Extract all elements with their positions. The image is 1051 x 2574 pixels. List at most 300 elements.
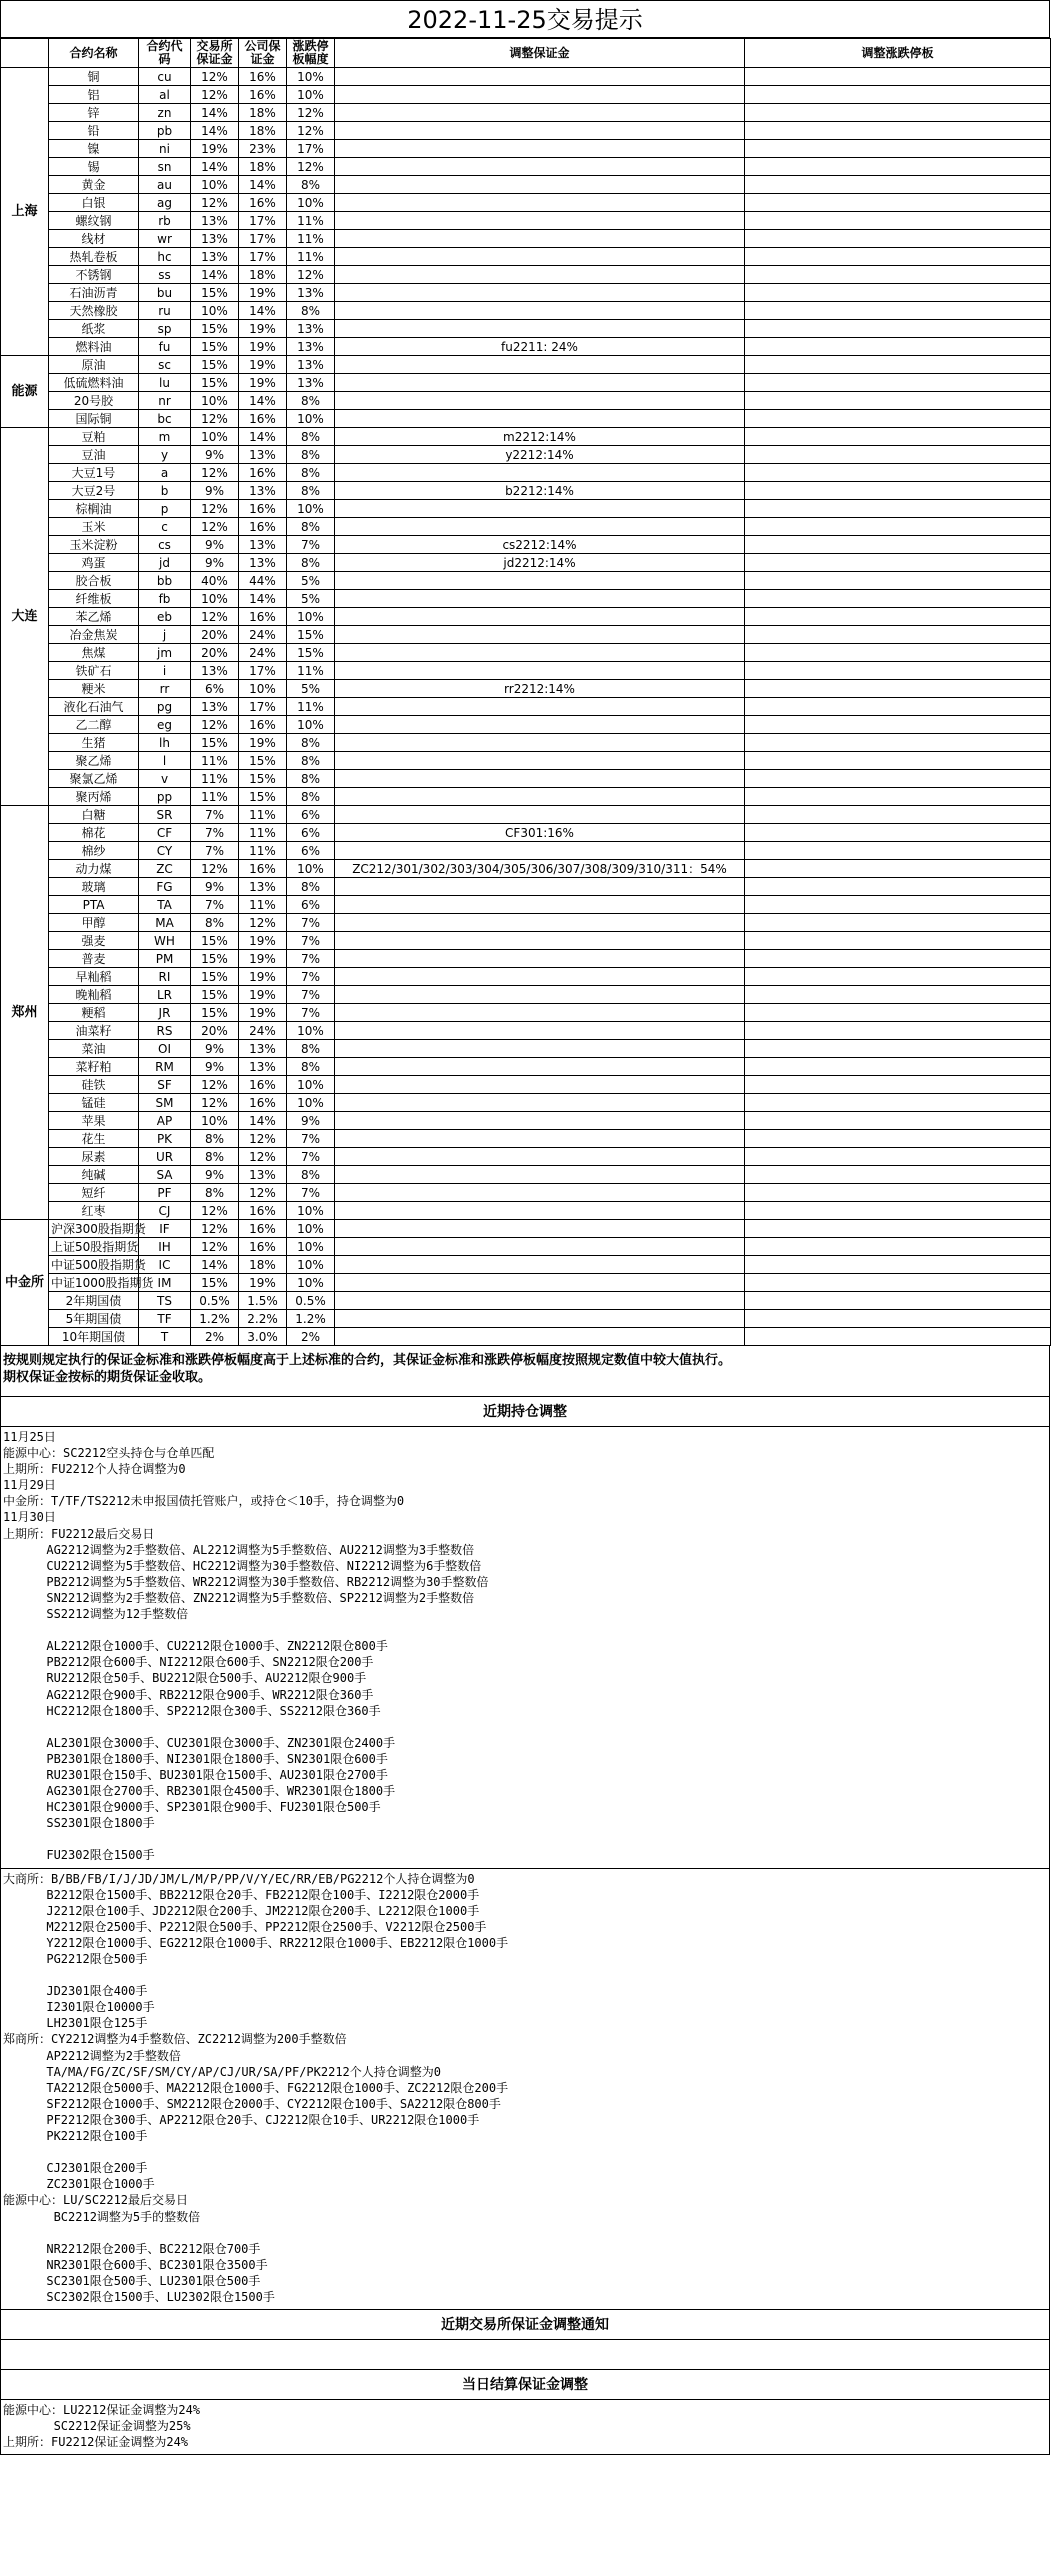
cell-exchange-margin: 12% (191, 608, 239, 626)
table-row (1, 716, 1051, 734)
text-line: SC2302限仓1500手、LU2302限仓1500手 (3, 2289, 275, 2304)
cell-adjusted-limit (745, 446, 1051, 464)
cell-contract-code: sp (139, 320, 191, 338)
cell-exchange-margin: 8% (191, 914, 239, 932)
cell-adjusted-margin (335, 248, 745, 266)
cell-adjusted-margin (335, 896, 745, 914)
text-line: HC2301限仓9000手、SP2301限仓900手、FU2301限仓500手 (3, 1800, 381, 1815)
cell-price-limit: 10% (287, 1274, 335, 1292)
cell-adjusted-limit (745, 860, 1051, 878)
cell-company-margin: 18% (239, 1256, 287, 1274)
header-company-margin: 公司保证金 (239, 39, 287, 68)
cell-contract-code: ss (139, 266, 191, 284)
cell-price-limit: 8% (287, 464, 335, 482)
cell-contract-code: SM (139, 1094, 191, 1112)
cell-contract-code: PF (139, 1184, 191, 1202)
cell-adjusted-margin (335, 878, 745, 896)
cell-contract-code: CJ (139, 1202, 191, 1220)
table-body (1, 68, 1051, 1346)
cell-exchange-margin: 7% (191, 824, 239, 842)
cell-adjusted-margin (335, 302, 745, 320)
cell-company-margin: 13% (239, 1040, 287, 1058)
cell-contract-code: T (139, 1328, 191, 1346)
text-line: 郑商所：CY2212调整为4手整数倍、ZC2212调整为200手整数倍 (3, 2032, 347, 2047)
text-line: 上期所：FU2212保证金调整为24% (3, 2435, 189, 2450)
cell-company-margin: 12% (239, 1130, 287, 1148)
cell-adjusted-margin: fu2211: 24% (335, 338, 745, 356)
cell-exchange-margin: 20% (191, 1022, 239, 1040)
cell-contract-code: p (139, 500, 191, 518)
cell-price-limit: 0.5% (287, 1292, 335, 1310)
cell-exchange-margin: 20% (191, 644, 239, 662)
cell-contract-code: hc (139, 248, 191, 266)
cell-contract-name: PTA (49, 896, 139, 914)
cell-adjusted-margin (335, 500, 745, 518)
table-row (1, 1094, 1051, 1112)
rule-note-text: 按规则规定执行的保证金标准和涨跌停板幅度高于上述标准的合约，其保证金标准和涨跌停板幅度按照规定数值中较大值执行。 期权保证金按标的期货保证金收取。 (3, 1353, 732, 1385)
cell-contract-code: m (139, 428, 191, 446)
cell-price-limit: 10% (287, 68, 335, 86)
cell-price-limit: 10% (287, 1076, 335, 1094)
cell-contract-name: 棉纱 (49, 842, 139, 860)
cell-adjusted-margin: CF301:16% (335, 824, 745, 842)
cell-exchange-margin: 40% (191, 572, 239, 590)
text-line (3, 1622, 1047, 1638)
cell-exchange-margin: 15% (191, 986, 239, 1004)
table-row (1, 140, 1051, 158)
cell-adjusted-margin (335, 86, 745, 104)
cell-exchange-margin: 9% (191, 446, 239, 464)
exchange-notice-body (0, 2340, 1050, 2370)
position-adjustments-a (0, 1427, 1050, 1869)
cell-contract-code: rb (139, 212, 191, 230)
cell-exchange-margin: 9% (191, 878, 239, 896)
table-row (1, 1148, 1051, 1166)
cell-contract-name: 棉花 (49, 824, 139, 842)
cell-price-limit: 11% (287, 698, 335, 716)
table-row (1, 86, 1051, 104)
cell-price-limit: 6% (287, 824, 335, 842)
cell-adjusted-margin (335, 1202, 745, 1220)
table-row (1, 230, 1051, 248)
cell-exchange-margin: 0.5% (191, 1292, 239, 1310)
cell-contract-name: 棕榈油 (49, 500, 139, 518)
cell-company-margin: 13% (239, 554, 287, 572)
cell-adjusted-margin: ZC212/301/302/303/304/305/306/307/308/309/310/311：54% (335, 860, 745, 878)
cell-adjusted-margin (335, 1256, 745, 1274)
cell-company-margin: 14% (239, 590, 287, 608)
text-line: 11月29日 (3, 1478, 56, 1493)
cell-price-limit: 11% (287, 230, 335, 248)
text-line: TA2212限仓5000手、MA2212限仓1000手、FG2212限仓1000手、ZC2212限仓200手 (3, 2080, 509, 2095)
cell-price-limit: 7% (287, 968, 335, 986)
cell-exchange-margin: 12% (191, 1238, 239, 1256)
cell-company-margin: 11% (239, 842, 287, 860)
table-row (1, 680, 1051, 698)
cell-contract-code: UR (139, 1148, 191, 1166)
cell-contract-code: wr (139, 230, 191, 248)
cell-price-limit: 10% (287, 1238, 335, 1256)
table-row (1, 968, 1051, 986)
text-line: SC2212保证金调整为25% (3, 2419, 191, 2434)
text-line: SS2301限仓1800手 (3, 1816, 155, 1831)
text-line (3, 1719, 1047, 1735)
cell-adjusted-limit (745, 500, 1051, 518)
cell-contract-name: 天然橡胶 (49, 302, 139, 320)
cell-adjusted-limit (745, 716, 1051, 734)
cell-contract-name: 晚籼稻 (49, 986, 139, 1004)
text-line: 大商所：B/BB/FB/I/J/JD/JM/L/M/P/PP/V/Y/EC/RR/EB/PG2212个人持仓调整为0 (3, 1871, 475, 1886)
text-line (3, 1967, 1047, 1983)
cell-adjusted-margin (335, 770, 745, 788)
text-line: 上期所：FU2212个人持仓调整为0 (3, 1462, 186, 1477)
cell-price-limit: 8% (287, 554, 335, 572)
cell-contract-code: rr (139, 680, 191, 698)
cell-company-margin: 15% (239, 752, 287, 770)
text-line: LH2301限仓125手 (3, 2016, 148, 2031)
table-row (1, 446, 1051, 464)
cell-company-margin: 18% (239, 266, 287, 284)
cell-adjusted-limit (745, 590, 1051, 608)
cell-price-limit: 9% (287, 1112, 335, 1130)
cell-price-limit: 5% (287, 590, 335, 608)
cell-contract-code: RS (139, 1022, 191, 1040)
cell-adjusted-limit (745, 1112, 1051, 1130)
cell-exchange-margin: 14% (191, 158, 239, 176)
cell-adjusted-margin (335, 734, 745, 752)
cell-exchange-margin: 20% (191, 626, 239, 644)
cell-company-margin: 18% (239, 158, 287, 176)
cell-adjusted-margin (335, 590, 745, 608)
cell-adjusted-margin (335, 122, 745, 140)
cell-company-margin: 19% (239, 338, 287, 356)
cell-company-margin: 13% (239, 1166, 287, 1184)
text-line: JD2301限仓400手 (3, 1984, 148, 1999)
cell-contract-code: RI (139, 968, 191, 986)
header-adjusted-margin: 调整保证金 (335, 39, 745, 68)
cell-adjusted-limit (745, 1220, 1051, 1238)
table-row (1, 770, 1051, 788)
cell-exchange-margin: 12% (191, 464, 239, 482)
cell-adjusted-limit (745, 1022, 1051, 1040)
table-row (1, 392, 1051, 410)
cell-price-limit: 13% (287, 320, 335, 338)
table-row (1, 428, 1051, 446)
cell-exchange-margin: 15% (191, 374, 239, 392)
cell-adjusted-limit (745, 608, 1051, 626)
cell-adjusted-limit (745, 374, 1051, 392)
cell-exchange-margin: 12% (191, 518, 239, 536)
cell-adjusted-limit (745, 914, 1051, 932)
cell-price-limit: 8% (287, 518, 335, 536)
cell-contract-name: 玉米 (49, 518, 139, 536)
cell-contract-name: 铅 (49, 122, 139, 140)
cell-adjusted-limit (745, 1184, 1051, 1202)
cell-adjusted-margin (335, 104, 745, 122)
cell-contract-code: zn (139, 104, 191, 122)
cell-adjusted-margin (335, 68, 745, 86)
text-line: RU2212限仓50手、BU2212限仓500手、AU2212限仓900手 (3, 1671, 367, 1686)
cell-price-limit: 7% (287, 536, 335, 554)
header-price-limit: 涨跌停板幅度 (287, 39, 335, 68)
table-row (1, 464, 1051, 482)
cell-contract-name: 豆油 (49, 446, 139, 464)
cell-company-margin: 16% (239, 1202, 287, 1220)
cell-adjusted-margin: m2212:14% (335, 428, 745, 446)
cell-contract-code: PM (139, 950, 191, 968)
table-row (1, 734, 1051, 752)
text-line: M2212限仓2500手、P2212限仓500手、PP2212限仓2500手、V2212限仓2500手 (3, 1919, 487, 1934)
cell-adjusted-limit (745, 248, 1051, 266)
cell-company-margin: 19% (239, 320, 287, 338)
cell-adjusted-margin (335, 1220, 745, 1238)
cell-contract-code: y (139, 446, 191, 464)
exchange-label: 能源 (1, 356, 49, 428)
table-row (1, 1220, 1051, 1238)
table-row (1, 266, 1051, 284)
cell-contract-name: 油菜籽 (49, 1022, 139, 1040)
cell-contract-code: SA (139, 1166, 191, 1184)
text-line: 能源中心：LU2212保证金调整为24% (3, 2403, 201, 2418)
cell-price-limit: 8% (287, 1040, 335, 1058)
settlement-adjustments (0, 2400, 1050, 2455)
cell-company-margin: 16% (239, 464, 287, 482)
cell-adjusted-limit (745, 536, 1051, 554)
cell-contract-code: fb (139, 590, 191, 608)
cell-exchange-margin: 14% (191, 266, 239, 284)
cell-contract-code: CY (139, 842, 191, 860)
cell-exchange-margin: 15% (191, 1004, 239, 1022)
cell-contract-name: 粳稻 (49, 1004, 139, 1022)
cell-adjusted-margin (335, 1094, 745, 1112)
table-row (1, 1328, 1051, 1346)
cell-adjusted-limit (745, 1328, 1051, 1346)
cell-price-limit: 13% (287, 356, 335, 374)
cell-contract-name: 上证50股指期货 (49, 1238, 139, 1256)
text-line: AL2212限仓1000手、CU2212限仓1000手、ZN2212限仓800手 (3, 1639, 388, 1654)
cell-contract-name: 热轧卷板 (49, 248, 139, 266)
cell-exchange-margin: 15% (191, 734, 239, 752)
cell-company-margin: 14% (239, 392, 287, 410)
cell-price-limit: 10% (287, 716, 335, 734)
cell-contract-code: eb (139, 608, 191, 626)
cell-adjusted-limit (745, 1238, 1051, 1256)
table-row (1, 1166, 1051, 1184)
text-line (3, 2144, 1047, 2160)
cell-contract-code: a (139, 464, 191, 482)
cell-price-limit: 7% (287, 986, 335, 1004)
cell-adjusted-limit (745, 1130, 1051, 1148)
cell-contract-code: TS (139, 1292, 191, 1310)
cell-exchange-margin: 15% (191, 968, 239, 986)
cell-company-margin: 17% (239, 698, 287, 716)
cell-adjusted-limit (745, 626, 1051, 644)
cell-exchange-margin: 12% (191, 1094, 239, 1112)
cell-exchange-margin: 12% (191, 194, 239, 212)
cell-exchange-margin: 10% (191, 392, 239, 410)
cell-contract-code: CF (139, 824, 191, 842)
cell-adjusted-limit (745, 680, 1051, 698)
cell-contract-name: 菜籽粕 (49, 1058, 139, 1076)
cell-adjusted-margin (335, 806, 745, 824)
cell-contract-code: PK (139, 1130, 191, 1148)
cell-price-limit: 11% (287, 662, 335, 680)
cell-exchange-margin: 10% (191, 590, 239, 608)
cell-company-margin: 12% (239, 914, 287, 932)
cell-adjusted-limit (745, 734, 1051, 752)
cell-company-margin: 19% (239, 932, 287, 950)
cell-company-margin: 19% (239, 1004, 287, 1022)
cell-company-margin: 11% (239, 896, 287, 914)
cell-adjusted-margin (335, 1040, 745, 1058)
cell-contract-name: 硅铁 (49, 1076, 139, 1094)
cell-price-limit: 5% (287, 680, 335, 698)
cell-contract-code: b (139, 482, 191, 500)
cell-exchange-margin: 7% (191, 842, 239, 860)
table-row (1, 212, 1051, 230)
table-row (1, 1202, 1051, 1220)
cell-exchange-margin: 10% (191, 176, 239, 194)
cell-company-margin: 14% (239, 428, 287, 446)
cell-exchange-margin: 13% (191, 248, 239, 266)
text-line: 能源中心：SC2212空头持仓与仓单匹配 (3, 1446, 215, 1461)
table-row (1, 176, 1051, 194)
cell-exchange-margin: 7% (191, 806, 239, 824)
cell-exchange-margin: 12% (191, 716, 239, 734)
cell-adjusted-limit (745, 320, 1051, 338)
cell-exchange-margin: 15% (191, 356, 239, 374)
cell-contract-code: jd (139, 554, 191, 572)
text-line: CU2212调整为5手整数倍、HC2212调整为30手整数倍、NI2212调整为6手整数倍 (3, 1558, 482, 1573)
cell-company-margin: 16% (239, 500, 287, 518)
cell-company-margin: 16% (239, 68, 287, 86)
cell-price-limit: 10% (287, 410, 335, 428)
text-line: AL2301限仓3000手、CU2301限仓3000手、ZN2301限仓2400手 (3, 1735, 396, 1750)
cell-adjusted-limit (745, 356, 1051, 374)
table-row (1, 1130, 1051, 1148)
table-row (1, 1184, 1051, 1202)
cell-adjusted-margin (335, 1238, 745, 1256)
cell-adjusted-limit (745, 1094, 1051, 1112)
cell-company-margin: 10% (239, 680, 287, 698)
cell-exchange-margin: 8% (191, 1130, 239, 1148)
cell-adjusted-margin (335, 464, 745, 482)
text-line: B2212限仓1500手、BB2212限仓20手、FB2212限仓100手、I2212限仓2000手 (3, 1887, 480, 1902)
cell-contract-name: 原油 (49, 356, 139, 374)
text-line: NR2301限仓600手、BC2301限仓3500手 (3, 2257, 268, 2272)
cell-adjusted-margin (335, 140, 745, 158)
cell-adjusted-margin (335, 518, 745, 536)
cell-company-margin: 14% (239, 302, 287, 320)
table-row (1, 1058, 1051, 1076)
cell-contract-name: 锰硅 (49, 1094, 139, 1112)
cell-adjusted-limit (745, 428, 1051, 446)
cell-adjusted-limit (745, 140, 1051, 158)
cell-adjusted-margin (335, 572, 745, 590)
cell-contract-code: lh (139, 734, 191, 752)
cell-company-margin: 16% (239, 716, 287, 734)
table-row (1, 662, 1051, 680)
table-row (1, 608, 1051, 626)
cell-adjusted-limit (745, 68, 1051, 86)
cell-exchange-margin: 9% (191, 482, 239, 500)
table-row (1, 914, 1051, 932)
cell-contract-name: 沪深300股指期货 (49, 1220, 139, 1238)
cell-adjusted-limit (745, 1058, 1051, 1076)
cell-adjusted-margin: jd2212:14% (335, 554, 745, 572)
cell-adjusted-margin (335, 1310, 745, 1328)
cell-adjusted-limit (745, 266, 1051, 284)
cell-price-limit: 7% (287, 932, 335, 950)
table-row (1, 518, 1051, 536)
cell-contract-code: fu (139, 338, 191, 356)
cell-contract-name: 不锈钢 (49, 266, 139, 284)
cell-exchange-margin: 12% (191, 500, 239, 518)
cell-exchange-margin: 13% (191, 212, 239, 230)
cell-price-limit: 10% (287, 86, 335, 104)
text-line: CJ2301限仓200手 (3, 2161, 148, 2176)
cell-contract-name: 冶金焦炭 (49, 626, 139, 644)
cell-contract-code: SR (139, 806, 191, 824)
cell-company-margin: 24% (239, 644, 287, 662)
text-line: 能源中心：LU/SC2212最后交易日 (3, 2193, 189, 2208)
cell-adjusted-margin (335, 932, 745, 950)
table-row (1, 572, 1051, 590)
page-title: 2022-11-25交易提示 (0, 0, 1050, 38)
cell-company-margin: 14% (239, 1112, 287, 1130)
cell-contract-code: SF (139, 1076, 191, 1094)
text-line: 上期所：FU2212最后交易日 (3, 1526, 155, 1541)
cell-price-limit: 10% (287, 1202, 335, 1220)
cell-price-limit: 15% (287, 626, 335, 644)
cell-adjusted-limit (745, 158, 1051, 176)
table-row (1, 878, 1051, 896)
cell-contract-name: 动力煤 (49, 860, 139, 878)
exchange-label: 郑州 (1, 806, 49, 1220)
cell-company-margin: 16% (239, 86, 287, 104)
cell-price-limit: 10% (287, 1022, 335, 1040)
cell-price-limit: 8% (287, 302, 335, 320)
cell-contract-name: 短纤 (49, 1184, 139, 1202)
table-row (1, 806, 1051, 824)
cell-contract-name: 中证1000股指期货 (49, 1274, 139, 1292)
cell-price-limit: 7% (287, 914, 335, 932)
cell-adjusted-margin (335, 662, 745, 680)
cell-adjusted-margin (335, 1130, 745, 1148)
table-row (1, 896, 1051, 914)
cell-contract-name: 2年期国债 (49, 1292, 139, 1310)
cell-adjusted-margin (335, 1076, 745, 1094)
cell-adjusted-margin (335, 158, 745, 176)
cell-exchange-margin: 12% (191, 410, 239, 428)
cell-price-limit: 8% (287, 752, 335, 770)
cell-adjusted-limit (745, 824, 1051, 842)
cell-exchange-margin: 14% (191, 1256, 239, 1274)
table-row (1, 500, 1051, 518)
cell-contract-code: nr (139, 392, 191, 410)
cell-company-margin: 19% (239, 734, 287, 752)
cell-contract-name: 锡 (49, 158, 139, 176)
cell-adjusted-limit (745, 554, 1051, 572)
cell-contract-code: TA (139, 896, 191, 914)
table-header-row (1, 39, 1051, 68)
cell-adjusted-margin (335, 284, 745, 302)
cell-contract-name: 低硫燃料油 (49, 374, 139, 392)
cell-contract-name: 苹果 (49, 1112, 139, 1130)
text-line: ZC2301限仓1000手 (3, 2177, 155, 2192)
table-row (1, 986, 1051, 1004)
table-row (1, 1292, 1051, 1310)
